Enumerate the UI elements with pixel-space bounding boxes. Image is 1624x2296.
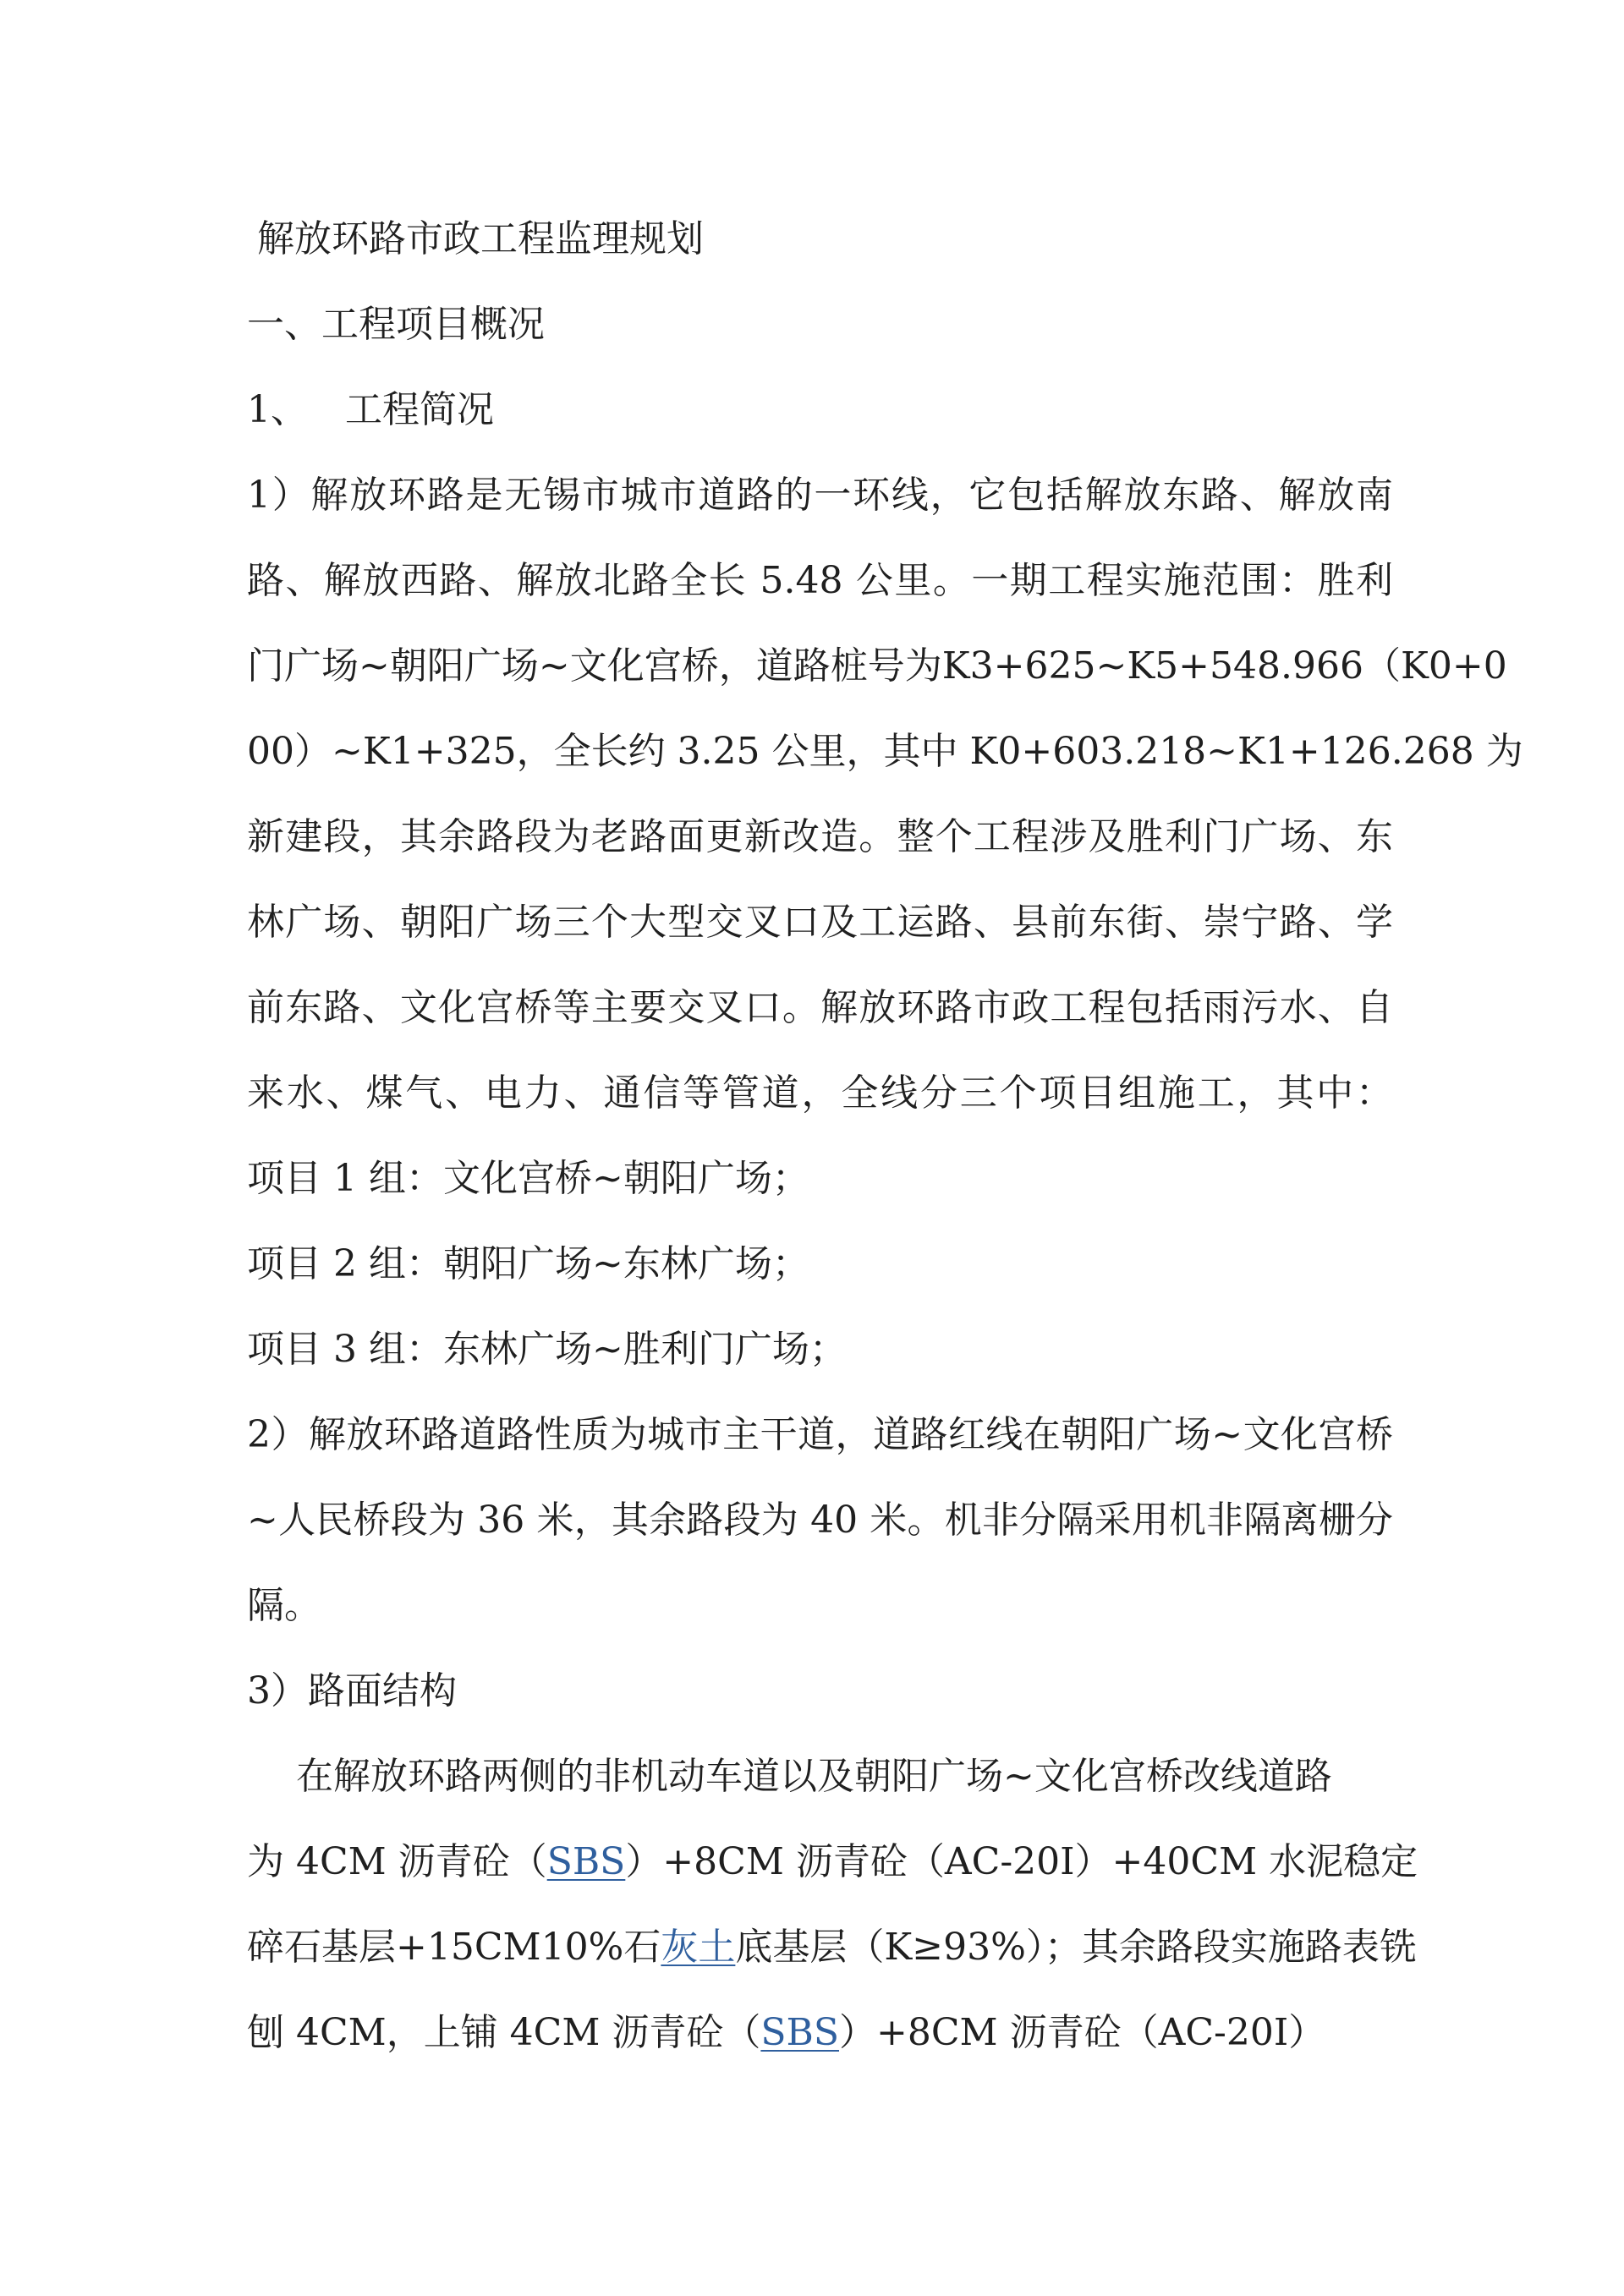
pavement-heading: 3）路面结构 (247, 1669, 457, 1712)
paragraph-line (247, 1819, 1418, 1904)
paragraph-line: 1）解放环路是无锡市城市道路的一环线，它包括解放东路、解放南 (247, 474, 1393, 517)
paragraph-line (247, 1904, 1417, 1990)
paragraph-line: ~人民桥段为 36 米，其余路段为 40 米。机非分隔采用机非隔离栅分 (247, 1499, 1393, 1542)
paragraph-line: 00）~K1+325，全长约 3.25 公里，其中 K0+603.218~K1+126.268 为 (247, 730, 1523, 773)
text-run: 碎石基层+15CM10%石 (247, 1926, 661, 1969)
text-run: 为 4CM 沥青砼（ (247, 1840, 547, 1883)
text-run: 底基层（K≥93%）；其余路段实施路表铣 (735, 1926, 1417, 1969)
lime-soil-link[interactable]: 灰土 (661, 1926, 736, 1969)
project-group-2: 项目 2 组：朝阳广场~东林广场； (247, 1242, 809, 1285)
subsection-heading (247, 367, 1393, 452)
document-body (247, 196, 1523, 2075)
paragraph-line: 门广场~朝阳广场~文化宫桥，道路桩号为K3+625~K5+548.966（K0+0 (247, 644, 1507, 688)
paragraph-line: 路、解放西路、解放北路全长 5.48 公里。一期工程实施范围：胜利 (247, 559, 1393, 602)
paragraph-line: 林广场、朝阳广场三个大型交叉口及工运路、县前东街、崇宁路、学 (247, 901, 1393, 944)
paragraph-line (247, 1990, 1393, 2075)
sbs-link[interactable]: SBS (546, 1840, 626, 1883)
paragraph-line: 前东路、文化宫桥等主要交叉口。解放环路市政工程包括雨污水、自 (247, 986, 1393, 1029)
paragraph-line: 来水、煤气、电力、通信等管道，全线分三个项目组施工，其中： (247, 1071, 1393, 1115)
paragraph-line: 隔。 (247, 1584, 321, 1627)
text-run: ）+8CM 沥青砼（AC-20Ⅰ） (839, 2011, 1326, 2054)
project-group-1: 项目 1 组：文化宫桥~朝阳广场； (247, 1157, 809, 1200)
subsection-title: 工程简况 (345, 388, 494, 431)
project-group-3: 项目 3 组：东林广场~胜利门广场； (247, 1328, 847, 1371)
subsection-number: 1、 (247, 388, 308, 431)
text-run: ）+8CM 沥青砼（AC-20Ⅰ）+40CM 水泥稳定 (625, 1840, 1418, 1883)
text-run: 刨 4CM，上铺 4CM 沥青砼（ (247, 2011, 761, 2054)
paragraph-line: 在解放环路两侧的非机动车道以及朝阳广场~文化宫桥改线道路 (296, 1755, 1332, 1798)
sbs-link[interactable]: SBS (760, 2011, 840, 2054)
paragraph-line: 2）解放环路道路性质为城市主干道，道路红线在朝阳广场~文化宫桥 (247, 1413, 1393, 1456)
section-heading: 一、工程项目概况 (247, 303, 545, 346)
paragraph-line: 新建段，其余路段为老路面更新改造。整个工程涉及胜利门广场、东 (247, 815, 1393, 858)
document-title: 解放环路市政工程监理规划 (257, 217, 704, 260)
